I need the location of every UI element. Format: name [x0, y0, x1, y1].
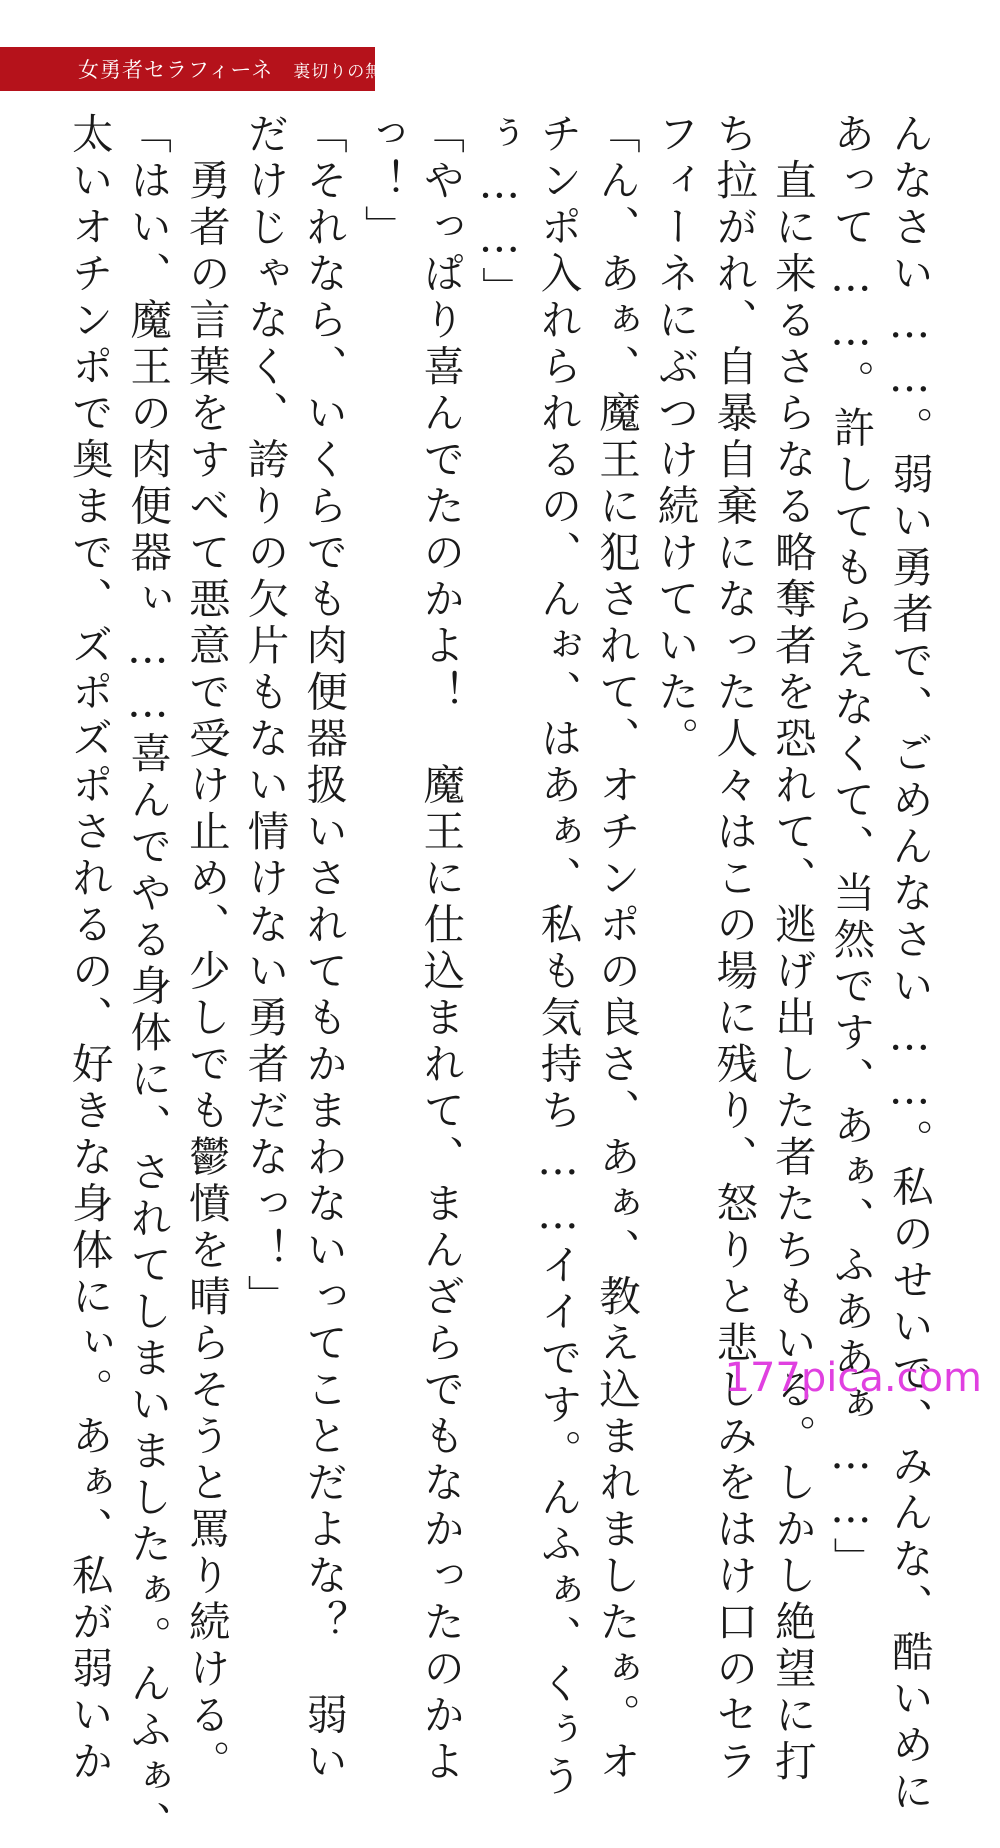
text-column: 直に来るさらなる略奪者を恐れて、逃げ出した者たちもいる。しかし絶望に打 [767, 112, 817, 1786]
text-column: 「それなら、いくらでも肉便器扱いされてもかまわないってことだよな？ 弱い [299, 112, 349, 1786]
text-column: ぅ……」 [474, 112, 524, 313]
text-column: だけじゃなく、誇りの欠片もない情けない勇者だなっ！」 [240, 112, 290, 1321]
text-column: チンポ入れられるの、んぉ、はあぁ、私も気持ち……イイです。んふぁ、くぅう [533, 112, 583, 1801]
running-header [0, 47, 420, 91]
text-column: 「やっぱり喜んでたのかよ！ 魔王に仕込まれて、まんざらでもなかったのかよ [416, 112, 466, 1786]
text-column: ち拉がれ、自暴自棄になった人々はこの場に残り、怒りと悲しみをはけ口のセラ [709, 112, 759, 1786]
text-column: 「ん、あぁ、魔王に犯されて、オチンポの良さ、あぁ、教え込まれましたぁ。オ [592, 112, 642, 1786]
book-title: 女勇者セラフィーネ [78, 58, 274, 82]
watermark-text: 177pica.com [724, 1355, 982, 1401]
text-column: っ！」 [357, 112, 407, 252]
chapter-subtitle: 裏切りの無惨劇 [293, 61, 420, 82]
text-column: 「はい、魔王の肉便器ぃ……喜んでやる身体に、されてしまいましたぁ。んふぁ、 [123, 112, 173, 1848]
text-column: 太いオチンポで奥まで、ズポズポされるの、好きな身体にぃ。あぁ、私が弱いか [64, 112, 114, 1786]
text-column: んなさい……。弱い勇者で、ごめんなさい……。私のせいで、みんな、酷いめに [885, 112, 934, 1816]
text-column: フィーネにぶつけ続けていた。 [650, 112, 700, 763]
text-column: あって……。許してもらえなくて、当然です、あぁ、ふああぁ……」 [826, 112, 876, 1584]
vertical-text-body [59, 112, 938, 1848]
text-column: 勇者の言葉をすべて悪意で受け止め、少しでも鬱憤を晴らそうと罵り続ける。 [181, 112, 231, 1786]
